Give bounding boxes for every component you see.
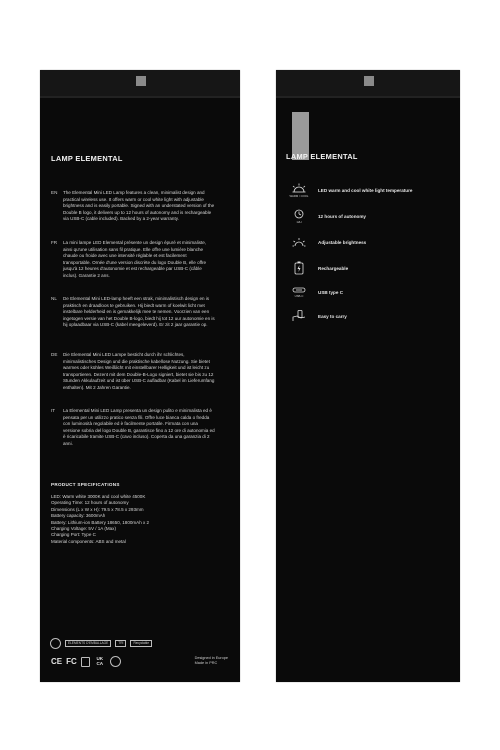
lang-code: IT (51, 408, 56, 414)
feature-brightness (288, 234, 366, 250)
recycling-info (50, 638, 152, 649)
lang-text: La Elemental Mini LED Lamp presenta un design pulito e minimalista ed è pensata per un utilizzo pratico senza fili. Offre luce bianca calda o fredda con luminosità regolabile ed è facilmente portatile. Firmata con una versione sobria del logo Double B, garantisce fino a 12 ore di autonomia ed è ricaricabile tramite USB-C (cavo incluso). Coperta da una garanzia di 2 anni. (63, 408, 215, 446)
spec-item: Dimensions (L x W x H): 79.5 x 78.5 x 293mm (51, 506, 144, 512)
origin-info (195, 656, 228, 666)
specs-list (51, 494, 221, 545)
lang-text: The Elemental Mini LED Lamp features a clean, minimalist design and practical wireless use. It offers warm or cool white light with adjustable brightness and is easily portable. Signed with an understated version of the Double B logo, it delivers up to 12 hours of autonomy and is rechargeable via USB-C (cable included). Backed by a 2-year warranty. (63, 190, 215, 222)
tab-logo-icon (364, 76, 374, 86)
feature-portable (288, 308, 347, 324)
lang-text: La mini lampe LED Elemental présente un design épuré et minimaliste, ainsi qu'une utilisation sans fil pratique. Elle offre une lumière blanche chaude ou froide avec une intensité réglable et est facilement transportable. Ornée d'une version discrète du logo Double B, elle offre jusqu'à 12 heures d'autonomie et est rechargeable par USB-C (câble inclus). Garantie 2 ans. (63, 240, 207, 278)
box-side-left (40, 70, 240, 682)
spec-item: Operating Time: 12 hours of autonomy (51, 500, 129, 506)
tab-logo-icon (136, 76, 146, 86)
feature-light-temperature (288, 182, 412, 198)
lang-code: FR (51, 240, 58, 246)
lang-block-it (51, 408, 233, 447)
feature-label: Rechargeable (318, 265, 349, 271)
brand-title: LAMP ELEMENTAL (51, 154, 123, 163)
clock-icon (288, 208, 310, 224)
spec-item: Charging Port: Type C (51, 532, 96, 538)
spec-item: Material components: ABS and metal (51, 538, 126, 544)
made-in: Made in PRC (194, 661, 218, 666)
lang-block-de (51, 352, 233, 391)
lang-block-fr (51, 240, 233, 279)
icon-caption: 12H (296, 219, 302, 224)
ukca-mark-icon: UK CA (96, 655, 104, 666)
lang-code: DE (51, 352, 58, 358)
sorting-label: TRI (115, 640, 126, 648)
feature-label: Easy to carry (318, 313, 347, 319)
feature-autonomy (288, 208, 366, 224)
battery-icon (288, 260, 310, 276)
sun-icon (288, 182, 310, 198)
spec-item: Charging Voltage: 5V / 1A (Max) (51, 526, 116, 532)
ce-mark-icon: CE (51, 657, 63, 666)
lang-code: NL (51, 296, 57, 302)
weee-bin-icon (81, 657, 90, 667)
icon-caption: USB-C (294, 293, 304, 298)
packaging-label: ÉLÉMENTS D'EMBALLAGE (65, 640, 111, 648)
box-side-right (276, 70, 460, 682)
feature-rechargeable (288, 260, 348, 276)
usb-c-icon (288, 284, 310, 300)
spec-item: Battery: Lithium-ion Battery 18650, 1800mAh x 2 (51, 519, 150, 525)
brand-title: LAMP ELEMENTAL (286, 152, 358, 161)
triman-icon (110, 656, 121, 667)
lid-edge (276, 96, 460, 98)
feature-label: LED warm and cool white light temperature (318, 187, 413, 193)
brightness-icon (288, 234, 310, 250)
feature-label: 12 hours of autonomy (318, 213, 366, 219)
specs-title: PRODUCT SPECIFICATIONS (51, 482, 120, 487)
lang-text: Die Elemental Mini LED Lampe besticht durch ihr schlichtes, minimalistisches Design und die praktische kabellose Nutzung. Sie bietet warmes oder kühles Weißlicht mit einstellbarer Helligkeit und ist leicht zu transportieren. Dezent mit dem Double-B-Logo signiert, bietet sie bis zu 12 Stunden Akkulaufzeit und ist über USB-C aufladbar (Kabel im Lieferumfang enthalten). Mit 2 Jahren Garantie. (63, 352, 215, 390)
lid-edge (40, 96, 240, 98)
recyclable-label: Recyclable (130, 640, 152, 648)
feature-label: USB type C (318, 289, 344, 295)
recycle-icon (50, 638, 61, 649)
lang-text: De Elemental Mini LED-lamp heeft een strak, minimalistisch design en is praktisch en draadloos te gebruiken. Hij biedt warm of koelwit licht met instelbare helderheid en is gemakkelijk mee te nemen. Voorzien van een ingetogen versie van het Double B-logo, biedt hij tot 12 uur autonomie en is hij oplaadbaar via USB-C (kabel meegeleverd). Er zit 2 jaar garantie op. (63, 296, 215, 328)
lang-block-en (51, 190, 233, 223)
icon-caption: WARM / COOL (289, 193, 309, 198)
designed-in: Designed in Europe (194, 656, 228, 660)
spec-item: Battery capacity: 3600mAh (51, 513, 106, 519)
lang-block-nl (51, 296, 233, 329)
compliance-marks (51, 656, 121, 667)
lang-code: EN (51, 190, 58, 196)
feature-label: Adjustable brightness (318, 239, 367, 245)
hand-carry-icon (288, 308, 310, 324)
feature-usb-c (288, 284, 343, 300)
spec-item: LED: Warm white 3000K and cool white 4500K (51, 494, 146, 499)
fcc-mark-icon: FC (66, 657, 77, 666)
